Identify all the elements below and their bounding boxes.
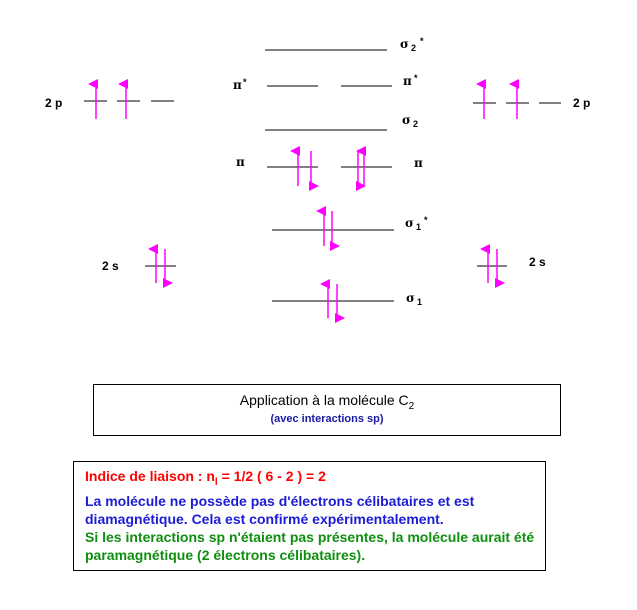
- left-2s-label: 2 s: [102, 259, 119, 273]
- svg-text:*: *: [243, 77, 247, 87]
- svg-text:π: π: [233, 78, 242, 92]
- paramagnetic-text: Si les interactions sp n'étaient pas présentes, la molécule aurait été paramagnétique (2 électrons célibataires).: [85, 528, 535, 563]
- svg-text:2: 2: [413, 119, 419, 129]
- left-2p-label: 2 p: [45, 96, 63, 110]
- diamagnetic-text: La molécule ne possède pas d'électrons célibataires et est diamagnétique. Cela est confirmé expérimentalement.: [85, 492, 475, 527]
- svg-text:*: *: [414, 73, 418, 83]
- pi-star-right-label: [403, 73, 418, 88]
- svg-text:1: 1: [417, 297, 423, 307]
- svg-text:2: 2: [411, 43, 417, 53]
- sigma1-star-label: [405, 215, 428, 232]
- pi-left-label: π: [236, 155, 245, 169]
- svg-text:*: *: [420, 36, 424, 46]
- caption-subtitle: (avec interactions sp): [270, 412, 384, 425]
- svg-text:σ: σ: [406, 291, 415, 305]
- caption-box: [93, 384, 561, 436]
- pi-star-left-label: [233, 77, 247, 92]
- svg-text:π: π: [403, 74, 412, 88]
- info-box: [73, 461, 546, 571]
- right-2p-label: 2 p: [573, 96, 591, 110]
- svg-text:σ: σ: [405, 216, 414, 230]
- sigma1-label: [406, 291, 422, 307]
- sigma2-star-label: [400, 36, 424, 53]
- caption-title: Application à la molécule $C_2$: [239, 392, 415, 412]
- svg-text:1: 1: [416, 222, 422, 232]
- pi-right-label: π: [414, 156, 423, 170]
- right-2s-label: 2 s: [529, 255, 546, 269]
- sigma2-label: [402, 113, 418, 129]
- svg-text:σ: σ: [402, 113, 411, 127]
- svg-text:σ: σ: [400, 37, 409, 51]
- bond-index-line: Indice de liaison : $n_l = 1/2$ ( 6 - 2 ) = 2: [85, 468, 326, 488]
- svg-text:*: *: [424, 215, 428, 225]
